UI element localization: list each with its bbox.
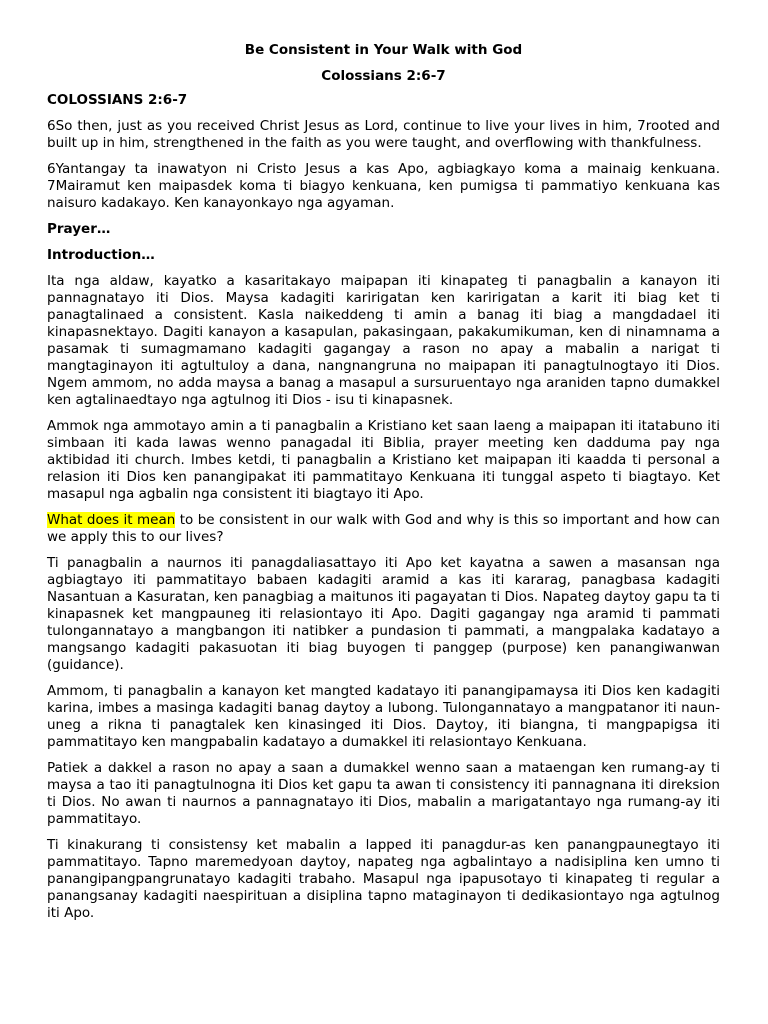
document-title: Be Consistent in Your Walk with God xyxy=(244,42,523,58)
verse-english: 6So then, just as you received Christ Jesus as Lord, continue to live your lives in him, 7rooted and built up in him, strengthened in the faith as you were taught, and overflowing with thankfulness. xyxy=(47,118,720,151)
scripture-heading: COLOSSIANS 2:6-7 xyxy=(47,92,188,108)
paragraph-3 xyxy=(47,512,720,546)
verse-ilocano: 6Yantangay ta inawatyon ni Cristo Jesus a kas Apo, agbiagkayo koma a mainaig kenkuana. 7Mairamut ken maipasdek koma ti biagyo kenkuana, ken pumigsa ti pammatiyo kenkuana kas naisuro kadakayo. Ken kanayonkayo nga agyaman. xyxy=(47,161,720,211)
paragraph-4: Ti panagbalin a naurnos iti panagdaliasattayo iti Apo ket kayatna a sawen a masansan nga agbiagtayo iti pammatitayo babaen kadagiti aramid a kas iti kararag, panagbasa kadagiti Nasantuan a Kasuratan, ken panagbiag a maitunos iti pagayatan ti Dios. Napateg daytoy gapu ta ti kinapasnek ket mangpauneg iti relasiontayo iti Apo. Dagiti gagangay nga aramid ti pammati tulongannatayo a mangbangon iti natibker a pundasion ti pammati, a mangpalaka kadatayo a mangsango kadagiti pakasuotan iti biag buyogen ti panggep (purpose) ken panangiwanwan (guidance). xyxy=(47,555,720,673)
paragraph-7: Ti kinakurang ti consistensy ket mabalin a lapped iti panagdur-as ken panangpaunegtayo iti pammatitayo. Tapno maremedyoan daytoy, napateg nga agbalintayo a nadisiplina ken umno ti panangipangpangrunatayo kadagiti trabaho. Masapul nga ipapusotayo ti kinapateg ti regular a panangsanay kadagiti naespirituan a disiplina tapno mataginayon ti dedikasiontayo nga agtulnog iti Apo. xyxy=(47,837,720,921)
paragraph-3-text: to be consistent in our walk with God and why is this so important and how can we apply this to our lives? xyxy=(47,512,720,545)
paragraph-2: Ammok nga ammotayo amin a ti panagbalin a Kristiano ket saan laeng a maipapan iti itatabuno iti simbaan iti kada lawas wenno panagadal iti Biblia, prayer meeting ken dadduma pay nga aktibidad iti church. Imbes ketdi, ti panagbalin a Kristiano ket maipapan iti kaadda ti personal a relasion iti Dios ken panangipakat iti pammatitayo Kenkuana iti tunggal aspeto ti biagtayo. Ket masapul nga agbalin nga consistent iti biagtayo iti Apo. xyxy=(47,418,720,502)
document-page xyxy=(47,40,720,931)
prayer-heading: Prayer… xyxy=(47,221,111,237)
document-subtitle: Colossians 2:6-7 xyxy=(321,68,446,84)
paragraph-6: Patiek a dakkel a rason no apay a saan a dumakkel wenno saan a mataengan ken rumang-ay ti maysa a tao iti panagtulnogna iti Dios ket gapu ta awan ti consistency iti pannagnana iti direksion ti Dios. No awan ti naurnos a pannagnatayo iti Dios, mabalin a marigatantayo nga rumang-ay iti pammatitayo. xyxy=(47,760,720,827)
paragraph-5: Ammom, ti panagbalin a kanayon ket mangted kadatayo iti panangipamaysa iti Dios ken kadagiti karina, imbes a masinga kadagiti banag daytoy a lubong. Tulongannatayo a mangpatanor iti naun-uneg a rikna ti panagtalek ken kinasinged iti Dios. Daytoy, iti biangna, ti mangpapigsa iti pammatitayo ken mangpabalin kadatayo a dumakkel iti relasiontayo Kenkuana. xyxy=(47,683,720,750)
introduction-heading: Introduction… xyxy=(47,247,155,263)
highlighted-phrase: What does it mean xyxy=(47,512,176,528)
paragraph-1: Ita nga aldaw, kayatko a kasaritakayo maipapan iti kinapateg ti panagbalin a kanayon iti pannagnatayo iti Dios. Maysa kadagiti karirigatan ken karirigatan a karit iti biag ket ti panagtalinaed a consistent. Kasla naikeddeng ti amin a banag iti biag a mangdadael iti kinapasnektayo. Dagiti kanayon a kasapulan, pakasingaan, pakakumikuman, ken di ninamnama a pasamak ti sumagmamano kadagiti gagangay a rason no apay a mabalin a narigat ti mangtaginayon iti agtultuloy a dana, nangnangruna no maipapan iti panagtulnogtayo iti Dios. Ngem ammom, no adda maysa a banag a masapul a sursuruentayo nga araniden tapno dumakkel ken agtalinaedtayo nga agtulnog iti Dios - isu ti kinapasnek. xyxy=(47,273,720,408)
